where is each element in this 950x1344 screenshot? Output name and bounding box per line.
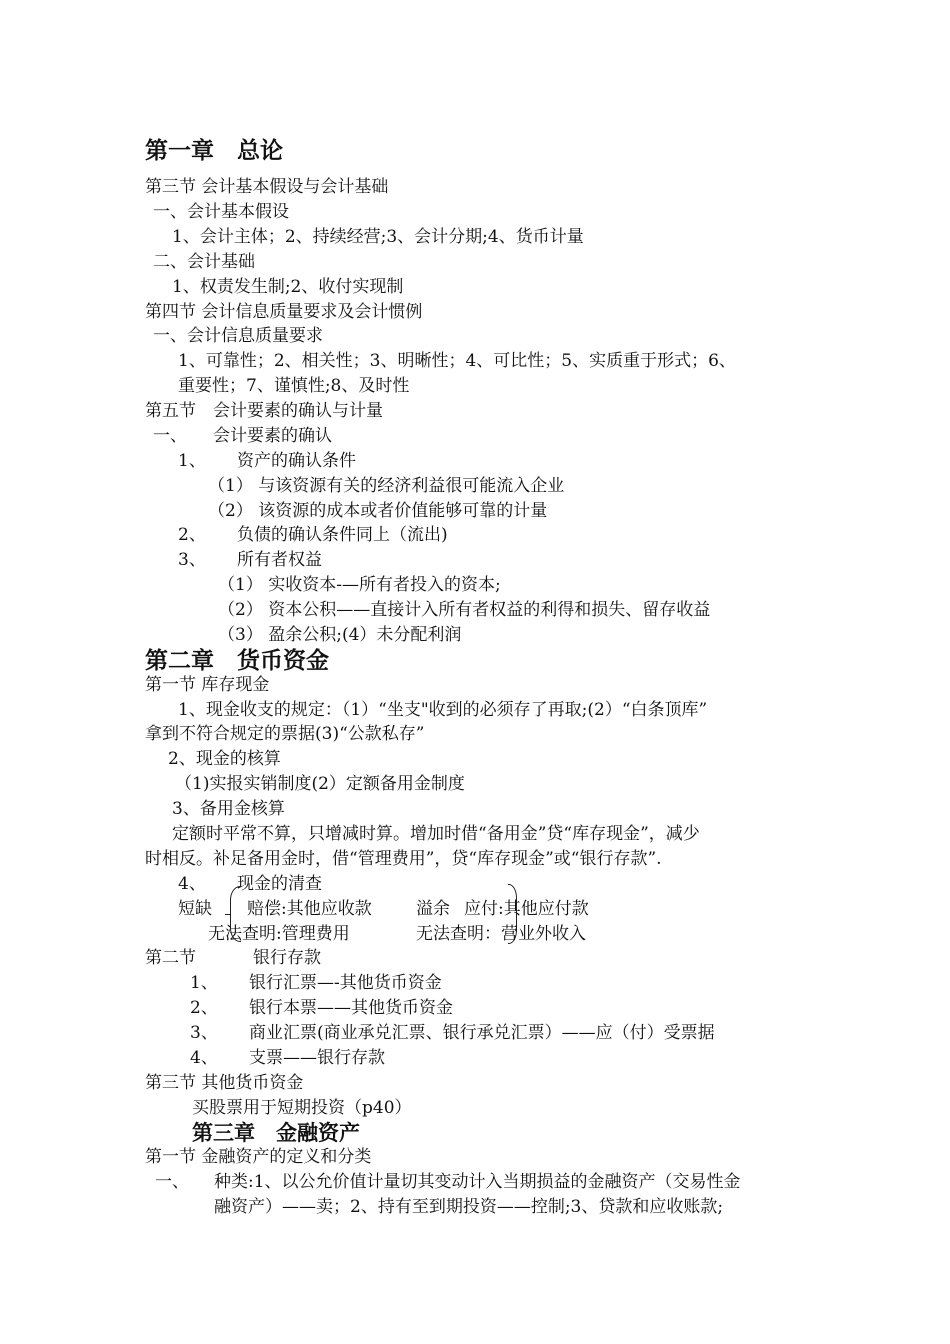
paragraph: 重要性；7、谨慎性;8、及时性 — [178, 376, 410, 396]
paragraph: 时相反。补足备用金时，借“管理费用”，贷“库存现金”或“银行存款”. — [145, 849, 662, 869]
paragraph: 3、备用金核算 — [172, 799, 285, 819]
section-title-text: 银行存款 — [253, 948, 321, 968]
section-title: 第三节 其他货币资金 — [145, 1073, 304, 1093]
list-number: 4、 — [190, 1048, 218, 1068]
list-number: 3、 — [190, 1023, 218, 1043]
paragraph: 拿到不符合规定的票据(3)“公款私存” — [145, 724, 425, 744]
subheading: 一、会计基本假设 — [153, 202, 289, 222]
surplus-option: 应付:其他应付款 — [464, 899, 589, 919]
shortage-label: 短缺 — [178, 899, 212, 919]
paragraph: 种类:1、以公允价值计量切其变动计入当期损益的金融资产（交易性金 — [214, 1172, 741, 1192]
surplus-label: 溢余 — [416, 899, 450, 919]
list-number: 2、 — [178, 525, 206, 545]
section-title: 第一节 库存现金 — [145, 675, 270, 695]
shortage-option: 赔偿:其他应收款 — [247, 899, 372, 919]
list-number: 一、 — [155, 1172, 189, 1192]
list-number: 1、 — [190, 973, 218, 993]
surplus-option: 无法查明：营业外收入 — [416, 924, 586, 944]
list-number: 1、 — [178, 451, 206, 471]
section-title: 第五节 会计要素的确认与计量 — [145, 401, 383, 421]
list-item: 银行本票——其他货币资金 — [249, 998, 453, 1018]
sub-item: （2） 该资源的成本或者价值能够可靠的计量 — [208, 501, 548, 521]
paragraph: 1、现金收支的规定：（1）“坐支"收到的必须存了再取;(2）“白条顶库” — [178, 700, 708, 720]
paragraph: 1、权责发生制;2、收付实现制 — [172, 277, 404, 297]
paragraph: 1、可靠性；2、相关性；3、明晰性；4、可比性；5、实质重于形式；6、 — [178, 351, 736, 371]
sub-item: （2） 资本公积——直接计入所有者权益的利得和损失、留存收益 — [218, 600, 711, 620]
subheading: 会计要素的确认 — [213, 426, 332, 446]
list-item: 所有者权益 — [237, 550, 322, 570]
list-number: 2、 — [190, 998, 218, 1018]
list-number: 一、 — [153, 426, 187, 446]
subheading: 一、会计信息质量要求 — [153, 326, 323, 346]
list-item: 负债的确认条件同上（流出) — [237, 525, 448, 545]
section-title: 第一节 金融资产的定义和分类 — [145, 1147, 372, 1167]
paragraph: 买股票用于短期投资（p40） — [192, 1098, 412, 1118]
paragraph: 定额时平常不算，只增减时算。增加时借“备用金”贷“库存现金”，减少 — [172, 824, 700, 844]
paragraph: （1)实报实销制度(2）定额备用金制度 — [175, 774, 465, 794]
chapter-2-title: 第二章 货币资金 — [145, 647, 329, 674]
section-title: 第三节 会计基本假设与会计基础 — [145, 177, 389, 197]
sub-item: （1） 实收资本-—所有者投入的资本; — [218, 575, 501, 595]
sub-item: （1） 与该资源有关的经济利益很可能流入企业 — [208, 476, 565, 496]
list-number: 4、 — [178, 874, 206, 894]
paragraph: 融资产）——卖；2、持有至到期投资——控制;3、贷款和应收账款; — [214, 1197, 724, 1217]
shortage-option: 无法查明:管理费用 — [208, 924, 350, 944]
chapter-3-title: 第三章 金融资产 — [192, 1120, 360, 1145]
paragraph: 1、会计主体；2、持续经营;3、会计分期;4、货币计量 — [172, 227, 584, 247]
paragraph: 2、现金的核算 — [168, 749, 281, 769]
subheading: 二、会计基础 — [153, 252, 255, 272]
section-title: 第四节 会计信息质量要求及会计惯例 — [145, 302, 423, 322]
list-item: 银行汇票—-其他货币资金 — [249, 973, 442, 993]
list-item: 支票——银行存款 — [249, 1048, 385, 1068]
list-item: 现金的清查 — [237, 874, 322, 894]
list-item: 商业汇票(商业承兑汇票、银行承兑汇票）——应（付）受票据 — [249, 1023, 715, 1043]
list-item: 资产的确认条件 — [237, 451, 356, 471]
chapter-1-title: 第一章 总论 — [145, 137, 283, 164]
section-title: 第二节 — [145, 948, 196, 968]
sub-item: （3） 盈余公积;(4）未分配利润 — [218, 625, 462, 645]
list-number: 3、 — [178, 550, 206, 570]
